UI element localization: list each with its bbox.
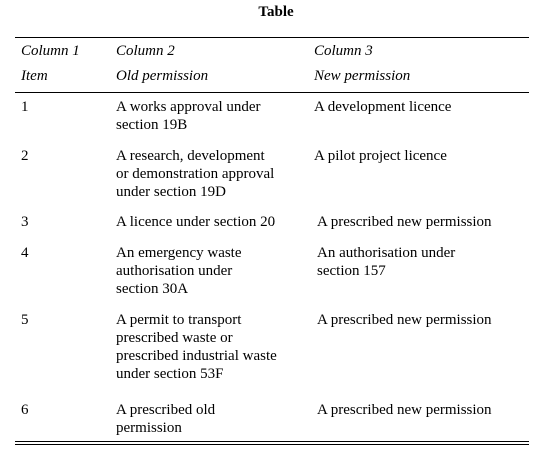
row-1-item: 1: [21, 99, 29, 115]
row-2-new-permission: A pilot project licence: [314, 148, 447, 164]
bottom-rule: [15, 441, 529, 442]
column-1-header: Column 1: [21, 43, 80, 59]
row-4-item: 4: [21, 245, 29, 261]
row-3-old-permission: A licence under section 20: [116, 214, 276, 230]
row-4-new-permission: An authorisation under section 157: [317, 245, 456, 279]
row-3-new-permission: A prescribed new permission: [317, 214, 492, 230]
header-rule: [15, 92, 529, 93]
row-3-item: 3: [21, 214, 29, 230]
row-1-old-permission: A works approval under section 19B: [116, 99, 261, 133]
column-3-header: Column 3: [314, 43, 373, 59]
bottom-rule-double: [15, 444, 529, 445]
column-1-subheader: Item: [21, 68, 48, 84]
row-6-new-permission: A prescribed new permission: [317, 402, 492, 418]
row-2-old-permission: A research, development or demonstration approval under section 19D: [116, 148, 275, 200]
column-3-subheader: New permission: [314, 68, 411, 84]
table-title: Table: [258, 4, 294, 20]
row-6-item: 6: [21, 402, 29, 418]
column-2-subheader: Old permission: [116, 68, 209, 84]
row-5-old-permission: A permit to transport prescribed waste or prescribed industrial waste under section 53F: [116, 312, 277, 382]
row-5-new-permission: A prescribed new permission: [317, 312, 492, 328]
row-6-old-permission: A prescribed old permission: [116, 402, 216, 436]
column-2-header: Column 2: [116, 43, 175, 59]
row-5-item: 5: [21, 312, 29, 328]
top-rule: [15, 37, 529, 38]
row-1-new-permission: A development licence: [314, 99, 452, 115]
row-4-old-permission: An emergency waste authorisation under section 30A: [116, 245, 242, 297]
row-2-item: 2: [21, 148, 29, 164]
